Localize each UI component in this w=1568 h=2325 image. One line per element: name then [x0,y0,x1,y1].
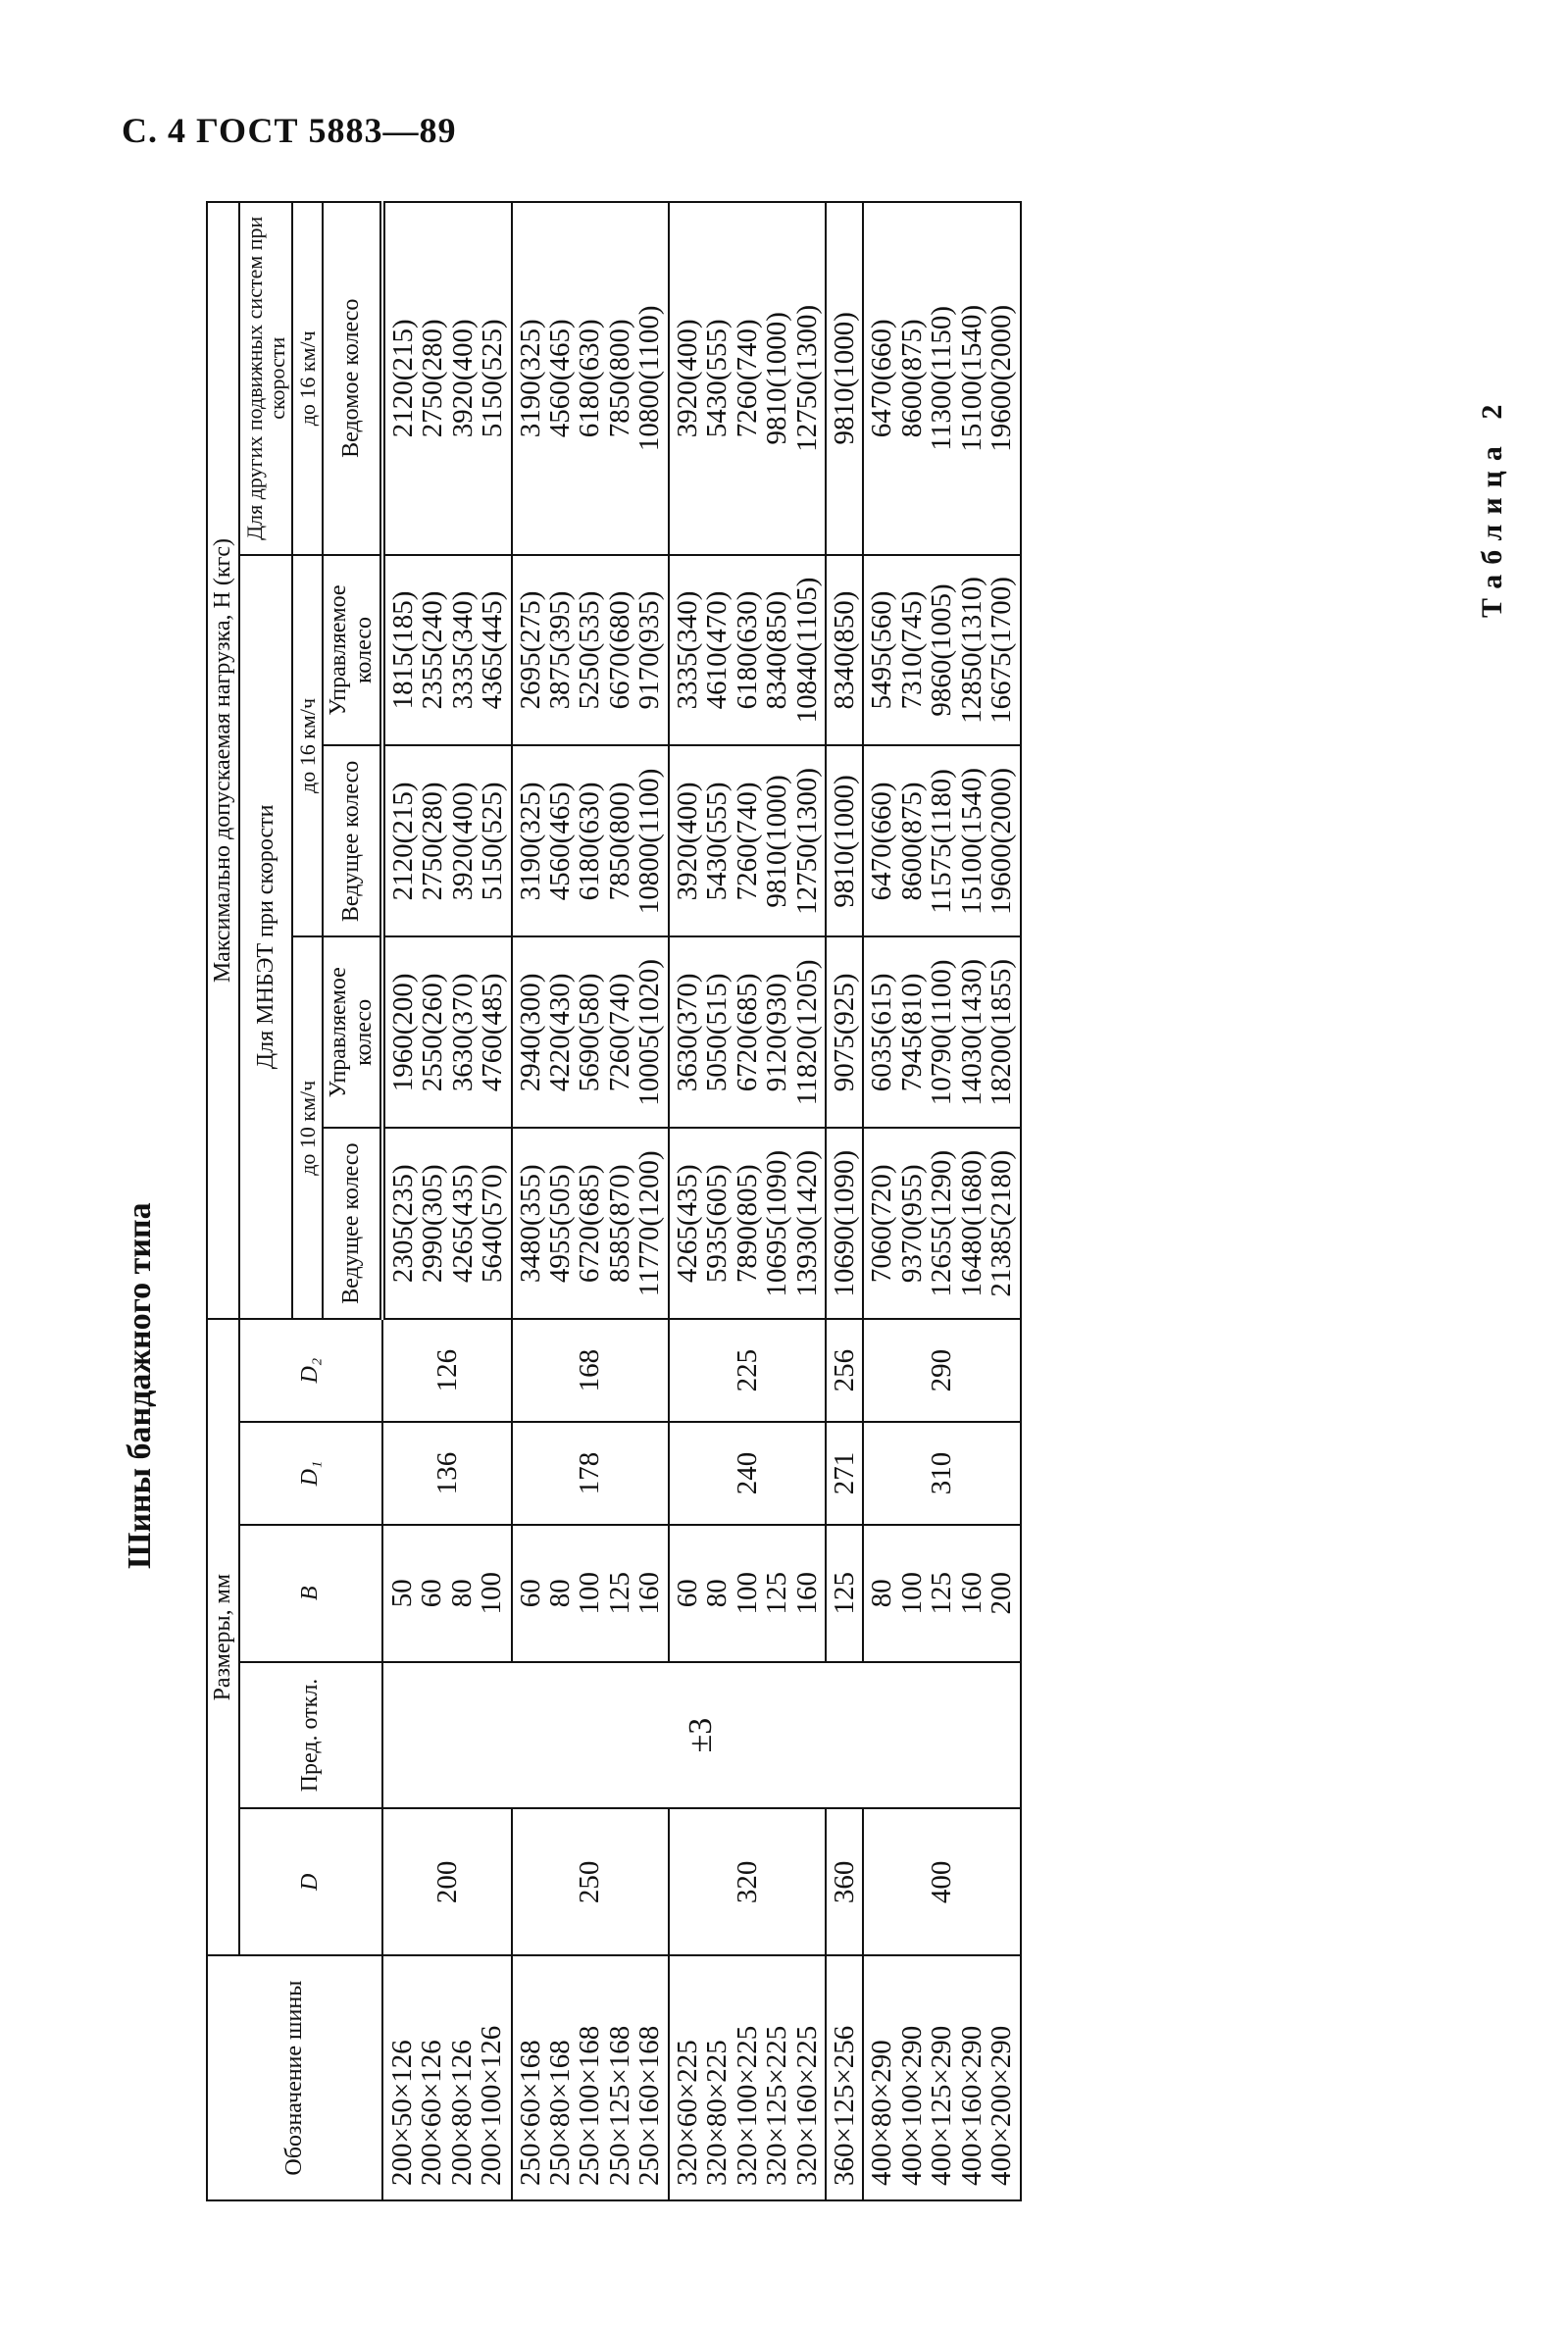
table-row [863,202,1020,2200]
steered-10-cell: 3630(370) 5050(515) 6720(685) 9120(930) 11820(1205) [669,936,826,1128]
driving-10-cell: 3480(355) 4955(505) 6720(685) 8585(870) 11770(1200) [512,1128,669,1319]
designation-cell: 200×50×126 200×60×126 200×80×126 200×100×126 [382,1955,512,2200]
driven-16-cell: 3190(325) 4560(465) 6180(630) 7850(800) 10800(1100) [512,202,669,555]
designation-cell: 250×60×168 250×80×168 250×100×168 250×125×168 250×160×168 [512,1955,669,2200]
header-steered-10: Управляемое колесо [323,936,381,1128]
header-driving-16: Ведущее колесо [323,745,381,936]
b-cell: 80 100 125 160 200 [863,1525,1020,1662]
table-label: Таблица 2 [1476,394,1508,618]
header-sizes: Размеры, мм [207,1319,239,1955]
d-cell: 200 [382,1808,512,1955]
d-cell: 400 [863,1808,1020,1955]
steered-10-cell: 9075(925) [826,936,863,1128]
header-steered-16: Управляемое колесо [323,555,381,746]
rotated-table-container [206,201,1432,2201]
b-cell: 50 60 80 100 [382,1525,512,1662]
driving-10-cell: 7060(720) 9370(955) 12655(1290) 16480(1680) 21385(2180) [863,1128,1020,1319]
d1-cell: 271 [826,1422,863,1525]
steered-16-cell: 8340(850) [826,555,863,746]
driven-16-cell: 6470(660) 8600(875) 11300(1150) 15100(1540) 19600(2000) [863,202,1020,555]
d2-cell: 168 [512,1319,669,1422]
driving-16-cell: 2120(215) 2750(280) 3920(400) 5150(525) [382,745,512,936]
header-d2: D₂ [239,1319,382,1422]
d-cell: 360 [826,1808,863,1955]
tolerance-cell: ±3 [382,1662,1021,1809]
driven-16-cell: 9810(1000) [826,202,863,555]
steered-16-cell: 1815(185) 2355(240) 3335(340) 4365(445) [382,555,512,746]
steered-10-cell: 1960(200) 2550(260) 3630(370) 4760(485) [382,936,512,1128]
driving-16-cell: 3190(325) 4560(465) 6180(630) 7850(800) 10800(1100) [512,745,669,936]
table-title: Шины бандажного типа [122,1202,158,1569]
designation-cell: 400×80×290 400×100×290 400×125×290 400×160×290 400×200×290 [863,1955,1020,2200]
table-row [512,202,669,2200]
header-upto16: до 16 км/ч [292,555,323,937]
d1-cell: 178 [512,1422,669,1525]
driving-16-cell: 3920(400) 5430(555) 7260(740) 9810(1000) 12750(1300) [669,745,826,936]
header-upto10: до 10 км/ч [292,936,323,1319]
header-others: Для других подвижных систем при скорости [239,202,292,555]
driving-16-cell: 6470(660) 8600(875) 11575(1180) 15100(1540) 19600(2000) [863,745,1020,936]
b-cell: 60 80 100 125 160 [669,1525,826,1662]
steered-16-cell: 2695(275) 3875(395) 5250(535) 6670(680) 9170(935) [512,555,669,746]
header-driving-10: Ведущее колесо [323,1128,381,1319]
header-mnbet: Для МНБЭТ при скорости [239,555,292,1320]
table-row [669,202,826,2200]
d-cell: 250 [512,1808,669,1955]
driven-16-cell: 2120(215) 2750(280) 3920(400) 5150(525) [382,202,512,555]
header-d: D [239,1808,382,1955]
header-driven-16: Ведомое колесо [323,202,381,555]
tire-table [206,201,1022,2201]
d1-cell: 240 [669,1422,826,1525]
header-b: B [239,1525,382,1662]
d2-cell: 225 [669,1319,826,1422]
b-cell: 125 [826,1525,863,1662]
page-header: С. 4 ГОСТ 5883—89 [122,111,457,150]
driving-16-cell: 9810(1000) [826,745,863,936]
d1-cell: 136 [382,1422,512,1525]
steered-16-cell: 5495(560) 7310(745) 9860(1005) 12850(1310) 16675(1700) [863,555,1020,746]
steered-16-cell: 3335(340) 4610(470) 6180(630) 8340(850) 10840(1105) [669,555,826,746]
header-tolerance: Пред. откл. [239,1662,382,1809]
b-cell: 60 80 100 125 160 [512,1525,669,1662]
designation-cell: 360×125×256 [826,1955,863,2200]
table-row [382,202,512,2200]
d-cell: 320 [669,1808,826,1955]
steered-10-cell: 2940(300) 4220(430) 5690(580) 7260(740) 10005(1020) [512,936,669,1128]
d2-cell: 256 [826,1319,863,1422]
driving-10-cell: 10690(1090) [826,1128,863,1319]
driving-10-cell: 4265(435) 5935(605) 7890(805) 10695(1090) 13930(1420) [669,1128,826,1319]
driven-16-cell: 3920(400) 5430(555) 7260(740) 9810(1000) 12750(1300) [669,202,826,555]
d1-cell: 310 [863,1422,1020,1525]
designation-cell: 320×60×225 320×80×225 320×100×225 320×125×225 320×160×225 [669,1955,826,2200]
table-title-wrap [122,1020,180,1608]
driving-10-cell: 2305(235) 2990(305) 4265(435) 5640(570) [382,1128,512,1319]
header-upto16-other: до 16 км/ч [292,202,323,555]
table-label-wrap [1476,394,1535,618]
table-row [826,202,863,2200]
header-d1: D₁ [239,1422,382,1525]
d2-cell: 126 [382,1319,512,1422]
header-designation: Обозначение шины [207,1955,382,2200]
d2-cell: 290 [863,1319,1020,1422]
steered-10-cell: 6035(615) 7945(810) 10790(1100) 14030(1430) 18200(1855) [863,936,1020,1128]
header-max-load: Максимально допускаемая нагрузка, Н (кгс) [207,202,239,1319]
